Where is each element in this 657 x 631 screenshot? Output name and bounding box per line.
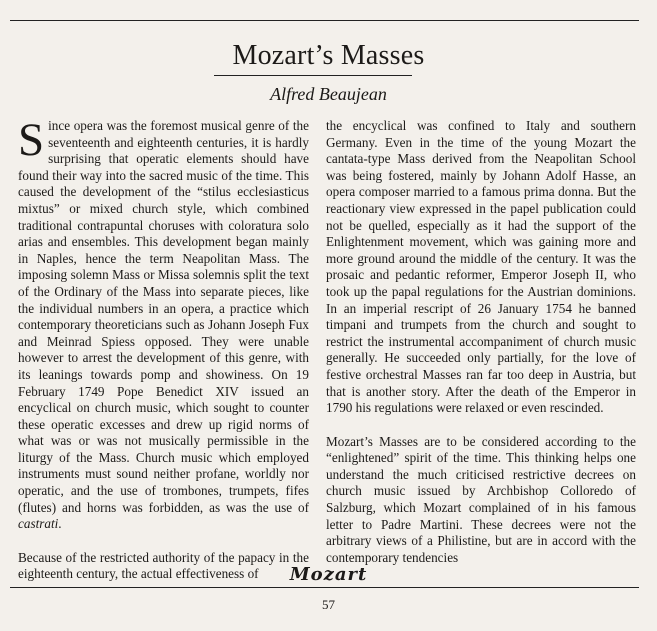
paragraph: Because of the restricted authority of the papacy in the eighteenth century, the actual effectiveness of (18, 549, 309, 582)
title-underline (214, 75, 412, 76)
left-column (18, 114, 309, 583)
paragraph (18, 114, 309, 533)
paragraph: Mozart’s Masses are to be considered according to the “enlightened” spirit of the time. This thinking helps one understand the much criticised restrictive decrees on church music issued by Archbishop Colloredo of Salzburg, which Mozart complained of in his famous letter to Padre Martini. These decrees were not the arbitrary views of a Philistine, but are in accord with the contemporary tendencies (326, 433, 636, 565)
italic-word: castrati (18, 516, 59, 532)
bottom-rule (10, 587, 639, 588)
paragraph-gap (326, 417, 636, 434)
page-number: 57 (322, 597, 335, 612)
right-column (326, 118, 636, 566)
article-author: Alfred Beaujean (270, 84, 387, 104)
period: . (58, 516, 62, 532)
paragraph-text: ince opera was the foremost musical genre of the seventeenth and eighteenth centuries, it is hardly surprising that operatic elements should have found their way into the sacred music of the time. This caused the development of the “stilus ecclesiasticus mixtus” or mixed church style, which combined traditional contrapuntal choruses with coloratura solo arias and ensembles. This development began mainly in Naples, hence the term Neapolitan Mass. The imposing solemn Mass or Missa solemnis split the text of the Ordinary of the Mass into separate pieces, like the individual numbers in an opera, a practice which contemporary theoreticians such as Johann Joseph Fux and Meinrad Spiess opposed. They were unable however to arrest the development of this genre, with its leanings towards pomp and showiness. On 19 February 1749 Pope Benedict XIV issued an encyclical on church music, which sought to counter these operatic excesses and drew up rigid norms of what was or was not musically permissible in the liturgy of the Mass. Church music which employed instruments must sound neither profane, worldly nor operatic, and the use of trombones, trumpets, fifes (flutes) and horns was forbidden, as was the use of (18, 118, 309, 515)
mozart-signature: Mozart (289, 564, 368, 585)
paragraph: the encyclical was confined to Italy and southern Germany. Even in the time of the young Mozart the cantata-type Mass derived from the Neapolitan School was being fostered, mainly by Johann Adolf Hasse, an opera composer married to a famous prima donna. But the reactionary view expressed in the papel publication could not be quelled, especially as it had the support of the Enlightenment movement, which was gaining more and more ground around the middle of the century. It was the prosaic and pedantic reformer, Emperor Joseph II, who took up the papal regulations for the Austrian dominions. In an imperial rescript of 26 January 1754 he banned timpani and trumpets from the church and sought to restrict the instrumental accompaniment of church music generally. He succeeded only partially, for the love of festive orchestral Masses ran far too deep in Austria, but that is another story. After the death of the Emperor in 1790 his regulations were relaxed or even rescinded. (326, 118, 636, 416)
top-rule (10, 20, 639, 21)
article-title: Mozart’s Masses (232, 40, 425, 71)
paragraph-gap (18, 533, 309, 550)
drop-cap: S (18, 114, 45, 166)
